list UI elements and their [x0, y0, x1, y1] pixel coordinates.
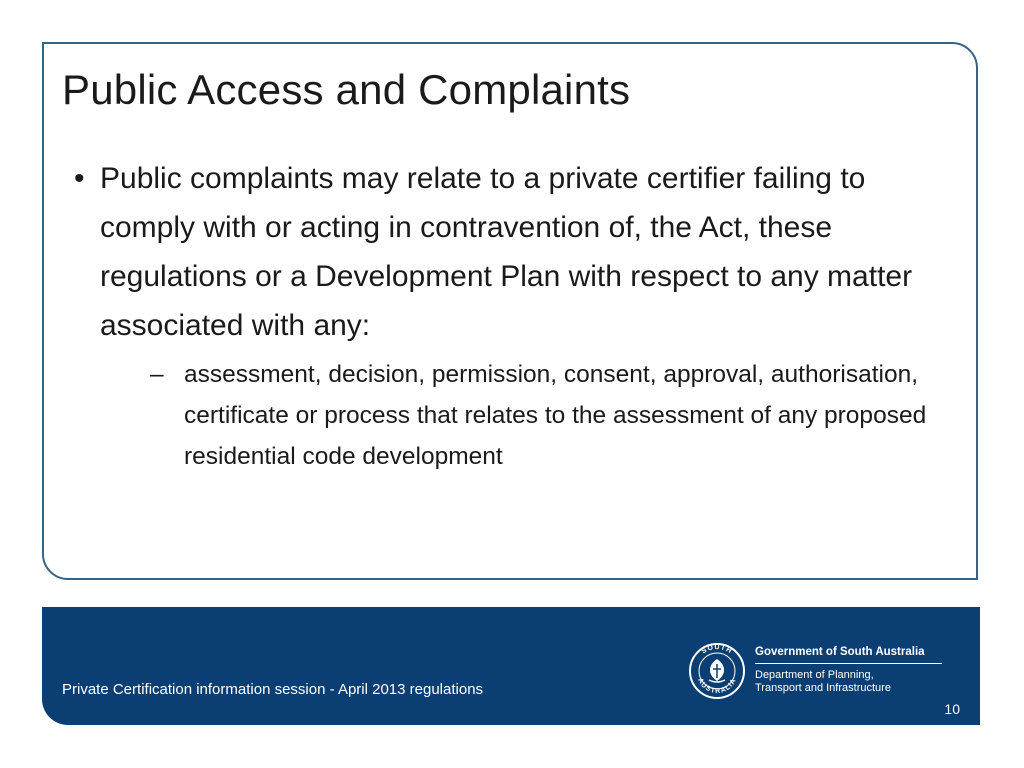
south-australia-crest-icon [688, 642, 746, 700]
slide-title: Public Access and Complaints [62, 66, 631, 113]
department-name [755, 669, 891, 695]
government-name: Government of South Australia [755, 646, 925, 658]
bullet-marker: • [74, 162, 85, 195]
logo-divider [755, 663, 942, 664]
bullet-text: Public complaints may relate to a private certifier failing to comply with or acting in contravention of, the Act, these regulations or a Development Plan with respect to any matter associated with any: [100, 162, 913, 342]
sub-bullet-marker: – [150, 361, 164, 388]
bullet-item [62, 154, 962, 477]
page-number: 10 [944, 701, 960, 717]
bullet-list [62, 154, 962, 477]
sub-bullet-item [100, 354, 962, 477]
sub-bullet-text: assessment, decision, permission, consent, approval, authorisation, certificate or process that relates to the assessment of any proposed residential code development [184, 361, 927, 470]
footer-text: Private Certification information session - April 2013 regulations [62, 681, 484, 698]
svg-text:AUSTRALIA: AUSTRALIA [696, 677, 738, 696]
svg-text:SOUTH: SOUTH [700, 643, 734, 656]
sub-bullet-list [100, 354, 962, 477]
department-line-1: Department of Planning, [755, 669, 874, 681]
government-logo [688, 638, 948, 704]
department-line-2: Transport and Infrastructure [755, 682, 891, 694]
